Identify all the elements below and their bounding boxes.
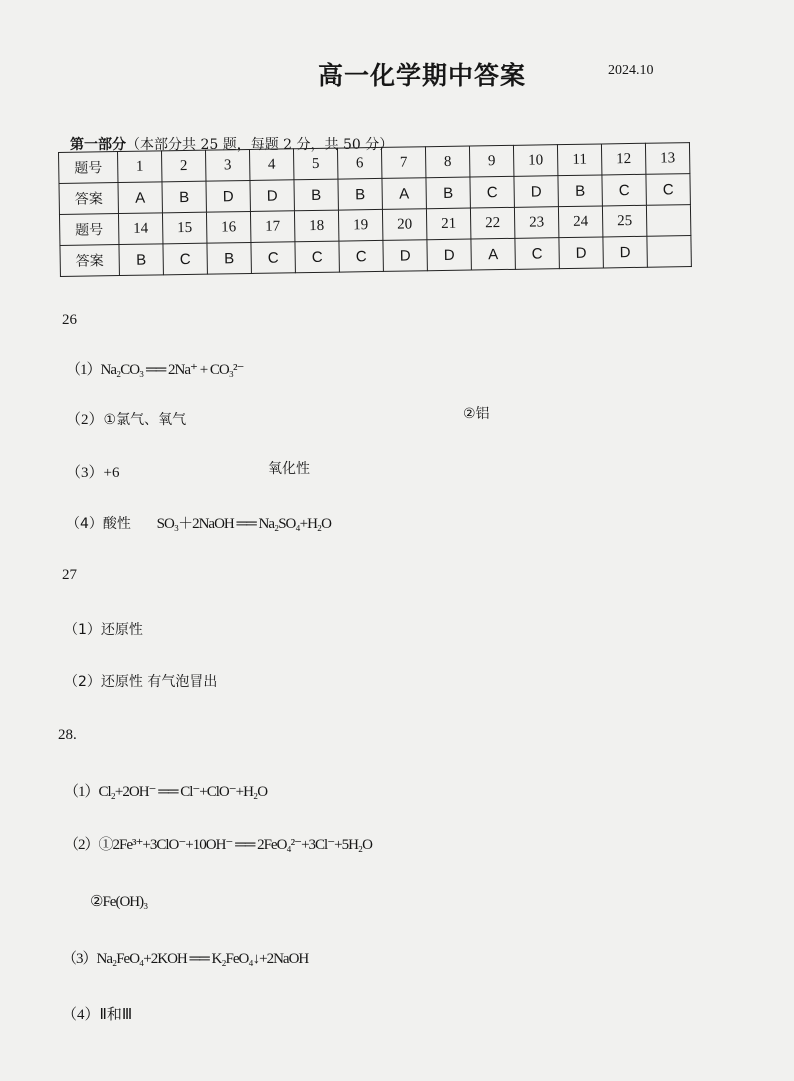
- question-number: 8: [425, 146, 469, 178]
- question-number: 13: [645, 143, 689, 175]
- question-number: 3: [205, 149, 249, 181]
- q28-part2b-answer: ②Fe(OH)₃: [90, 894, 148, 910]
- q26-part2-a: ①氯气、氧气: [103, 412, 187, 428]
- q26-part2-answer: [66, 408, 186, 429]
- answer-cell: C: [163, 243, 207, 275]
- answer-cell: C: [295, 241, 339, 273]
- answer-cell: B: [338, 178, 382, 210]
- question-27-number: 27: [62, 567, 77, 583]
- question-number: 21: [426, 208, 470, 240]
- question-number: 18: [294, 210, 338, 242]
- row-label-question: 题号: [59, 214, 118, 246]
- answer-cell: C: [515, 238, 559, 270]
- part1-heading-title: 第一部分: [70, 137, 126, 153]
- question-number: 12: [601, 143, 645, 175]
- q28-part4-answer: （4）Ⅱ和Ⅲ: [62, 1007, 133, 1023]
- answer-cell: B: [119, 244, 163, 276]
- q26-part4-label: （4）酸性: [66, 516, 131, 532]
- answer-cell: B: [294, 179, 338, 211]
- answer-cell: B: [162, 181, 206, 213]
- row-label-answer: 答案: [59, 183, 118, 215]
- question-number: 15: [162, 212, 206, 244]
- answer-cell: D: [206, 180, 250, 212]
- answer-cell: B: [558, 175, 602, 207]
- question-number: 1: [118, 151, 162, 183]
- answer-cell: D: [427, 239, 471, 271]
- q28-part3-answer: （3）Na₂FeO₄+2KOH ══ K₂FeO₄↓+2NaOH: [62, 951, 309, 967]
- answer-cell: D: [559, 237, 603, 269]
- q26-part4-equation: SO₃＋2NaOH ══ Na₂SO₄+H₂O: [156, 516, 331, 532]
- part1-heading-note: （本部分共 25 题，每题 2 分，共 50 分）: [126, 137, 394, 153]
- question-number: 19: [338, 209, 382, 241]
- question-number: 6: [337, 147, 381, 179]
- answer-table: [58, 142, 692, 277]
- answer-cell: [647, 236, 691, 268]
- q26-part3-b: 氧化性: [268, 461, 310, 477]
- question-number: 7: [381, 147, 425, 179]
- document-date: 2024.10: [608, 63, 654, 78]
- answer-cell: D: [514, 176, 558, 208]
- answer-cell: C: [646, 174, 690, 206]
- answer-cell: C: [251, 242, 295, 274]
- answer-cell: D: [383, 240, 427, 272]
- question-number: 10: [513, 145, 557, 177]
- answer-cell: C: [339, 240, 383, 272]
- question-number: 25: [602, 205, 646, 237]
- row-label-answer: 答案: [60, 245, 119, 277]
- question-number: 16: [206, 211, 250, 243]
- question-number: 17: [250, 211, 294, 243]
- row-label-question: 题号: [59, 152, 118, 184]
- question-number: 5: [293, 148, 337, 180]
- q26-part4-answer: [66, 512, 331, 533]
- question-number: 22: [470, 207, 514, 239]
- q26-part2-b: ②铝: [463, 406, 490, 422]
- q26-part1-answer: （1）Na₂CO₃ ══ 2Na⁺ + CO₃²⁻: [66, 362, 244, 378]
- q26-part3-label: （3）+6: [66, 465, 120, 481]
- question-number: 24: [558, 206, 602, 238]
- answer-cell: D: [603, 236, 647, 268]
- q28-part1-answer: （1）Cl₂+2OH⁻ ══ Cl⁻+ClO⁻+H₂O: [64, 784, 268, 800]
- q27-part1-answer: （1）还原性: [64, 622, 143, 638]
- answer-cell: A: [471, 238, 515, 270]
- answer-cell: A: [118, 182, 162, 214]
- question-number: 4: [249, 149, 293, 181]
- page-title: 高一化学期中答案: [318, 61, 527, 90]
- question-number: [646, 205, 690, 237]
- question-number: 20: [382, 209, 426, 241]
- question-number: 23: [514, 207, 558, 239]
- answer-cell: B: [426, 177, 470, 209]
- question-number: 9: [469, 145, 513, 177]
- question-number: 2: [161, 150, 205, 182]
- answer-cell: C: [470, 176, 514, 208]
- q26-part2-label: （2）: [66, 412, 104, 428]
- question-28-number: 28.: [58, 727, 77, 743]
- question-number: 14: [118, 213, 162, 245]
- question-number: 11: [557, 144, 601, 176]
- answer-cell: C: [602, 174, 646, 206]
- q27-part2-answer: （2）还原性 有气泡冒出: [64, 674, 218, 690]
- answer-cell: D: [250, 180, 294, 212]
- q28-part2-answer: （2）①2Fe³⁺+3ClO⁻+10OH⁻ ══ 2FeO₄²⁻+3Cl⁻+5H₂O: [64, 837, 372, 853]
- answer-cell: A: [382, 178, 426, 210]
- question-26-number: 26: [62, 312, 77, 328]
- answer-cell: B: [207, 242, 251, 274]
